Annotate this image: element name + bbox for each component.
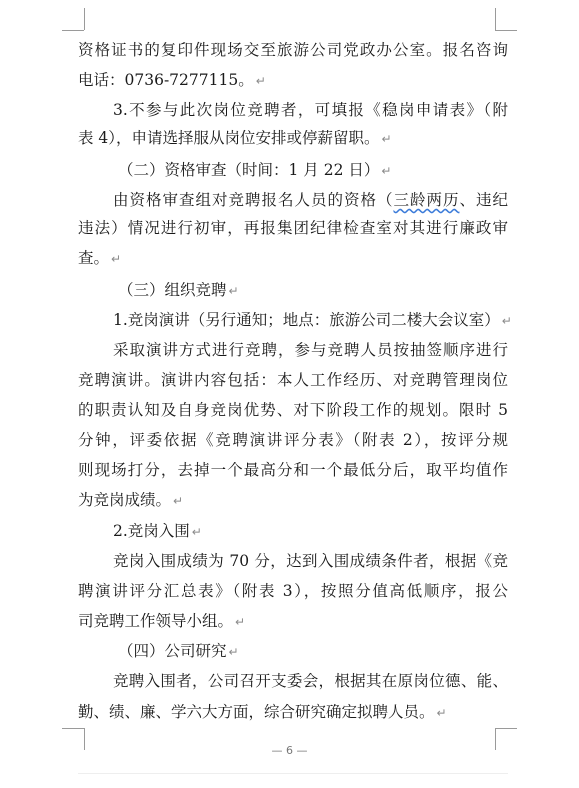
paragraph-mark-icon: ↵ (228, 284, 239, 298)
text-line: 司竞聘工作领导小组。 ↵ (78, 612, 246, 630)
text-line: 的职责认知及自身竞岗优势、对下阶段工作的规划。限时 5 (78, 401, 508, 419)
crop-mark-top-right-v (495, 8, 496, 30)
text-line: 由资格审查组对竞聘报名人员的资格（三龄两历、违纪 (113, 191, 508, 209)
text-line: 勤、绩、廉、学六大方面，综合研究确定拟聘人员。 ↵ (78, 703, 447, 721)
text-line: 表 4），申请选择服从岗位安排或停薪留职。 ↵ (78, 129, 392, 147)
text-line: （三）组织竞聘 ↵ (118, 281, 239, 299)
paragraph-mark-icon: ↵ (255, 74, 266, 88)
paragraph-mark-icon: ↵ (173, 494, 184, 508)
text-line: 资格证书的复印件现场交至旅游公司党政办公室。报名咨询 (78, 41, 508, 59)
text-line: 2.竞岗入围 ↵ (113, 522, 202, 540)
crop-mark-bottom-right-h (495, 728, 517, 729)
text-line: （四）公司研究 ↵ (118, 642, 239, 660)
text-line: 竞岗入围成绩为 70 分，达到入围成绩条件者，根据《竞 (113, 552, 508, 570)
text-line: 为竞岗成绩。 ↵ (78, 491, 184, 509)
text-line: 3.不参与此次岗位竞聘者，可填报《稳岗申请表》（附 (113, 101, 508, 119)
text-line: 聘演讲评分汇总表》（附表 3），按照分值高低顺序，报公 (78, 582, 508, 600)
text-continuation: 、违纪 (459, 191, 508, 209)
text-line: 电话：0736-7277115。 ↵ (78, 71, 266, 89)
page-number: — 6 — (271, 744, 308, 757)
crop-mark-top-left-v (84, 8, 85, 30)
spellcheck-underlined-text: 三龄两历 (393, 191, 460, 209)
crop-mark-top-left-h (62, 30, 84, 31)
page-bottom-edge (78, 773, 508, 774)
paragraph-mark-icon: ↵ (501, 314, 512, 328)
text-line: 查。 ↵ (78, 249, 122, 267)
text-line: （二）资格审查（时间：1 月 22 日） ↵ (118, 161, 392, 179)
text-line: 违法）情况进行初审，再报集团纪律检查室对其进行廉政审 (78, 219, 508, 237)
crop-mark-bottom-left-h (62, 728, 84, 729)
text-line: 则现场打分，去掉一个最高分和一个最低分后，取平均值作 (78, 461, 508, 479)
paragraph-mark-icon: ↵ (235, 615, 246, 629)
text-line: 分钟，评委依据《竞聘演讲评分表》（附表 2），按评分规 (78, 431, 508, 449)
text-line: 1.竞岗演讲（另行通知；地点：旅游公司二楼大会议室） ↵ (113, 311, 512, 329)
paragraph-mark-icon: ↵ (381, 132, 392, 146)
paragraph-mark-icon: ↵ (111, 252, 122, 266)
text-line: 竞聘演讲。演讲内容包括：本人工作经历、对竞聘管理岗位 (78, 371, 508, 389)
text-line: 采取演讲方式进行竞聘，参与竞聘人员按抽签顺序进行 (113, 341, 508, 359)
paragraph-mark-icon: ↵ (191, 525, 202, 539)
paragraph-mark-icon: ↵ (436, 706, 447, 720)
paragraph-mark-icon: ↵ (381, 164, 392, 178)
paragraph-mark-icon: ↵ (228, 645, 239, 659)
crop-mark-top-right-h (495, 30, 517, 31)
text-line: 竞聘入围者，公司召开支委会，根据其在原岗位德、能、 (113, 672, 508, 690)
